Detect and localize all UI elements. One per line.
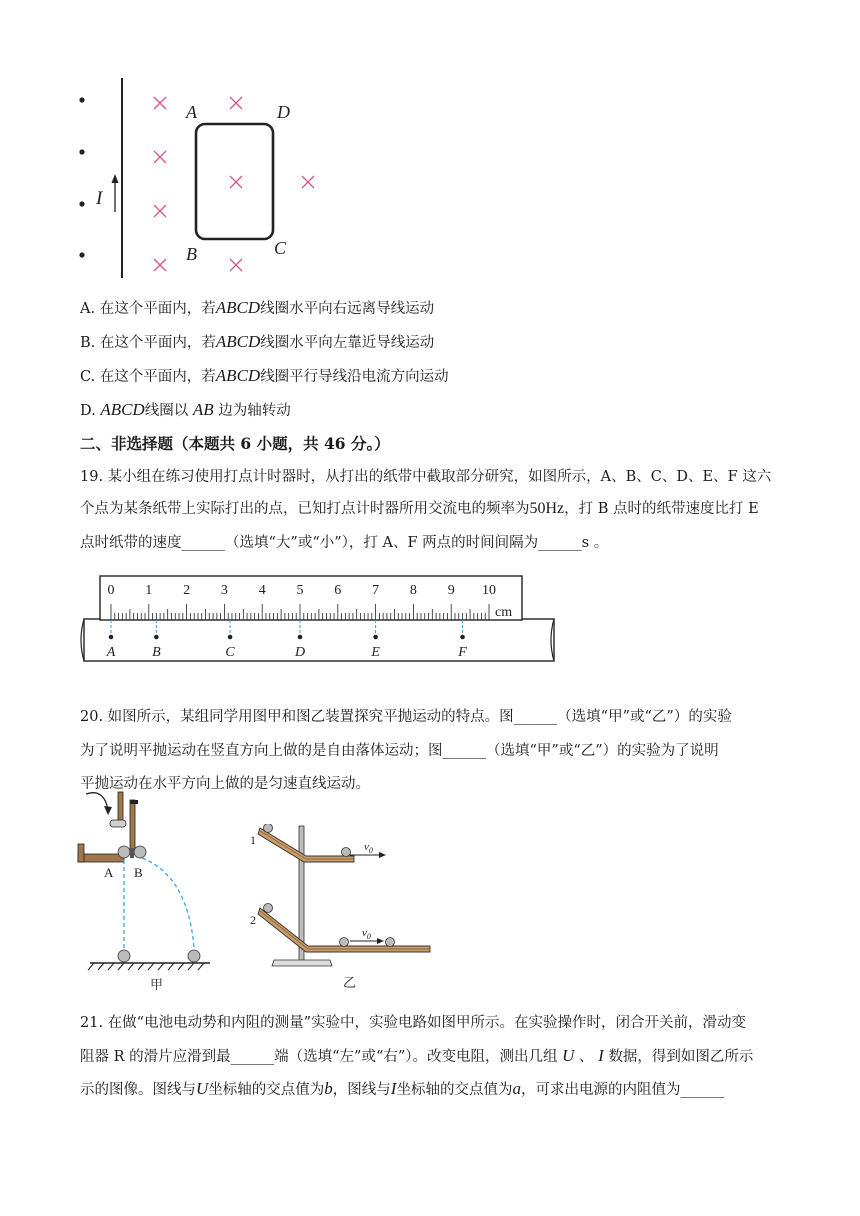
ruler-number: 5 (296, 583, 304, 598)
q19-line1: 19. 某小组在练习使用打点计时器时，从打出的纸带中截取部分研究，如图所示，A、B、C、D、E、F 这六 (80, 469, 772, 485)
label-b: B (134, 865, 143, 880)
option-a (80, 298, 434, 319)
edge-symbol: AB (192, 400, 214, 419)
q21-text: 坐标轴的交点值为 (396, 1082, 513, 1098)
option-b (80, 332, 434, 353)
q20-line2: 为了说明平抛运动在竖直方向上做的是自由落体运动；图______（选填“甲”或“乙”）的实验为了说明 (80, 743, 719, 759)
q21-line3 (80, 1079, 724, 1100)
q21-line1: 21. 在做“电池电动势和内阻的测量”实验中，实验电路如图甲所示。在实验操作时，闭合开关前，滑动变 (80, 1015, 746, 1031)
current-arrow-head (112, 174, 119, 183)
tape-label-c: C (225, 645, 235, 660)
ruler-tape-figure (78, 573, 560, 665)
caption-yi: 乙 (343, 975, 357, 990)
ball-a (118, 846, 130, 858)
stand-base (272, 960, 332, 966)
option-text: 线圈平行导线沿电流方向运动 (260, 369, 449, 385)
tape-label-d: D (294, 645, 306, 660)
tape-label-f: F (458, 645, 467, 660)
ruler-number: 7 (372, 583, 380, 598)
option-c (80, 366, 449, 387)
option-d (80, 400, 291, 421)
q19-line3: 点时纸带的速度______（选填“大”或“小”），打 A、F 两点的时间间隔为______s 。 (80, 535, 609, 551)
coil-symbol: ABCD (215, 298, 261, 317)
symbol-a: a (512, 1079, 521, 1098)
symbol-i: I (598, 1046, 604, 1065)
q21-line2 (80, 1046, 753, 1067)
coil-symbol: ABCD (215, 332, 261, 351)
option-text: 线圈水平向左靠近导线运动 (260, 335, 435, 351)
ruler-number: 3 (220, 583, 228, 598)
v0-lower: $v_0$ (362, 927, 371, 941)
track-label-2: 2 (250, 913, 256, 927)
symbol-u: U (562, 1046, 575, 1065)
field-dot (79, 149, 84, 154)
frequency-value: 50Hz (529, 500, 565, 517)
symbol-i: I (390, 1079, 397, 1098)
q20-line3: 平抛运动在水平方向上做的是匀速直线运动。 (80, 776, 370, 792)
option-letter: A. (80, 301, 96, 317)
corner-label-d: D (277, 102, 290, 122)
corner-label-c: C (274, 238, 287, 258)
option-letter: C. (80, 369, 96, 385)
symbol-b: b (324, 1079, 333, 1098)
field-dot (79, 252, 84, 257)
q21-text: 阻器 R 的滑片应滑到最______端（选填“左”或“右”）。改变电阻，测出几组 (80, 1049, 558, 1065)
section-title: 二、非选择题（本题共 6 小题，共 46 分。） (80, 434, 390, 453)
tape-label-b: B (152, 645, 161, 660)
platform (78, 854, 124, 862)
option-text: 边为轴转动 (218, 403, 291, 419)
ruler-number: 2 (183, 583, 191, 598)
option-text: 在这个平面内，若 (99, 301, 216, 317)
ruler-number: 8 (409, 583, 417, 598)
q21-text: 数据，得到如图乙所示 (608, 1049, 754, 1065)
q21-text: 、 (579, 1049, 594, 1065)
option-letter: B. (80, 335, 96, 351)
field-dot (79, 97, 84, 102)
tape-dot-b (154, 635, 159, 640)
ruler-unit: cm (495, 605, 513, 620)
figure-jia (76, 786, 226, 992)
tape-dot-d (298, 635, 303, 640)
track-label-1: 1 (250, 833, 256, 847)
option-text: 在这个平面内，若 (99, 335, 216, 351)
tape-dot-c (228, 635, 233, 640)
option-text: 在这个平面内，若 (99, 369, 216, 385)
ruler-number: 6 (334, 583, 342, 598)
option-text: 线圈以 (144, 403, 189, 419)
option-letter: D. (80, 403, 96, 419)
ruler-number: 9 (447, 583, 455, 598)
q21-text: 示的图像。图线与 (80, 1082, 196, 1098)
symbol-u: U (196, 1079, 209, 1098)
projectile-path (142, 858, 194, 948)
ruler-number: 0 (107, 583, 115, 598)
ruler-number: 10 (482, 583, 496, 598)
q19-text: ，打 B 点时的纸带速度比打 E (564, 501, 759, 517)
v0-upper: $v_0$ (364, 841, 373, 855)
ruler-number: 1 (145, 583, 153, 598)
q21-text: ，可求出电源的内阻值为______ (520, 1082, 724, 1098)
option-text: 线圈水平向右远离导线运动 (260, 301, 435, 317)
tape-dot-a (109, 635, 114, 640)
q20-line1: 20. 如图所示，某组同学用图甲和图乙装置探究平抛运动的特点。图______（选填“甲”或“乙”）的实验 (80, 709, 732, 725)
coil-symbol: ABCD (215, 366, 261, 385)
tape-dot-e (373, 635, 378, 640)
tape-label-e: E (371, 645, 380, 660)
label-a: A (104, 865, 114, 880)
tape-label-a: A (106, 645, 116, 660)
q19-text: 个点为某条纸带上实际打出的点，已知打点计时器所用交流电的频率为 (80, 501, 530, 517)
tape-dot-f (460, 635, 465, 640)
field-dot (79, 201, 84, 206)
current-label: I (96, 188, 103, 209)
q21-text: ，图线与 (332, 1082, 391, 1098)
caption-jia: 甲 (150, 977, 164, 992)
lower-track (258, 904, 430, 953)
corner-label-b: B (186, 244, 197, 264)
q21-text: 坐标轴的交点值为 (208, 1082, 325, 1098)
corner-label-a: A (186, 102, 197, 122)
coil-symbol: ABCD (100, 400, 145, 419)
ruler-number: 4 (258, 583, 266, 598)
figure-yi (246, 824, 446, 992)
coil-abcd (196, 124, 273, 239)
q19-line2 (80, 499, 759, 519)
hammer-head (110, 820, 126, 827)
coil-field-figure (70, 76, 330, 282)
ball-b (134, 846, 146, 858)
